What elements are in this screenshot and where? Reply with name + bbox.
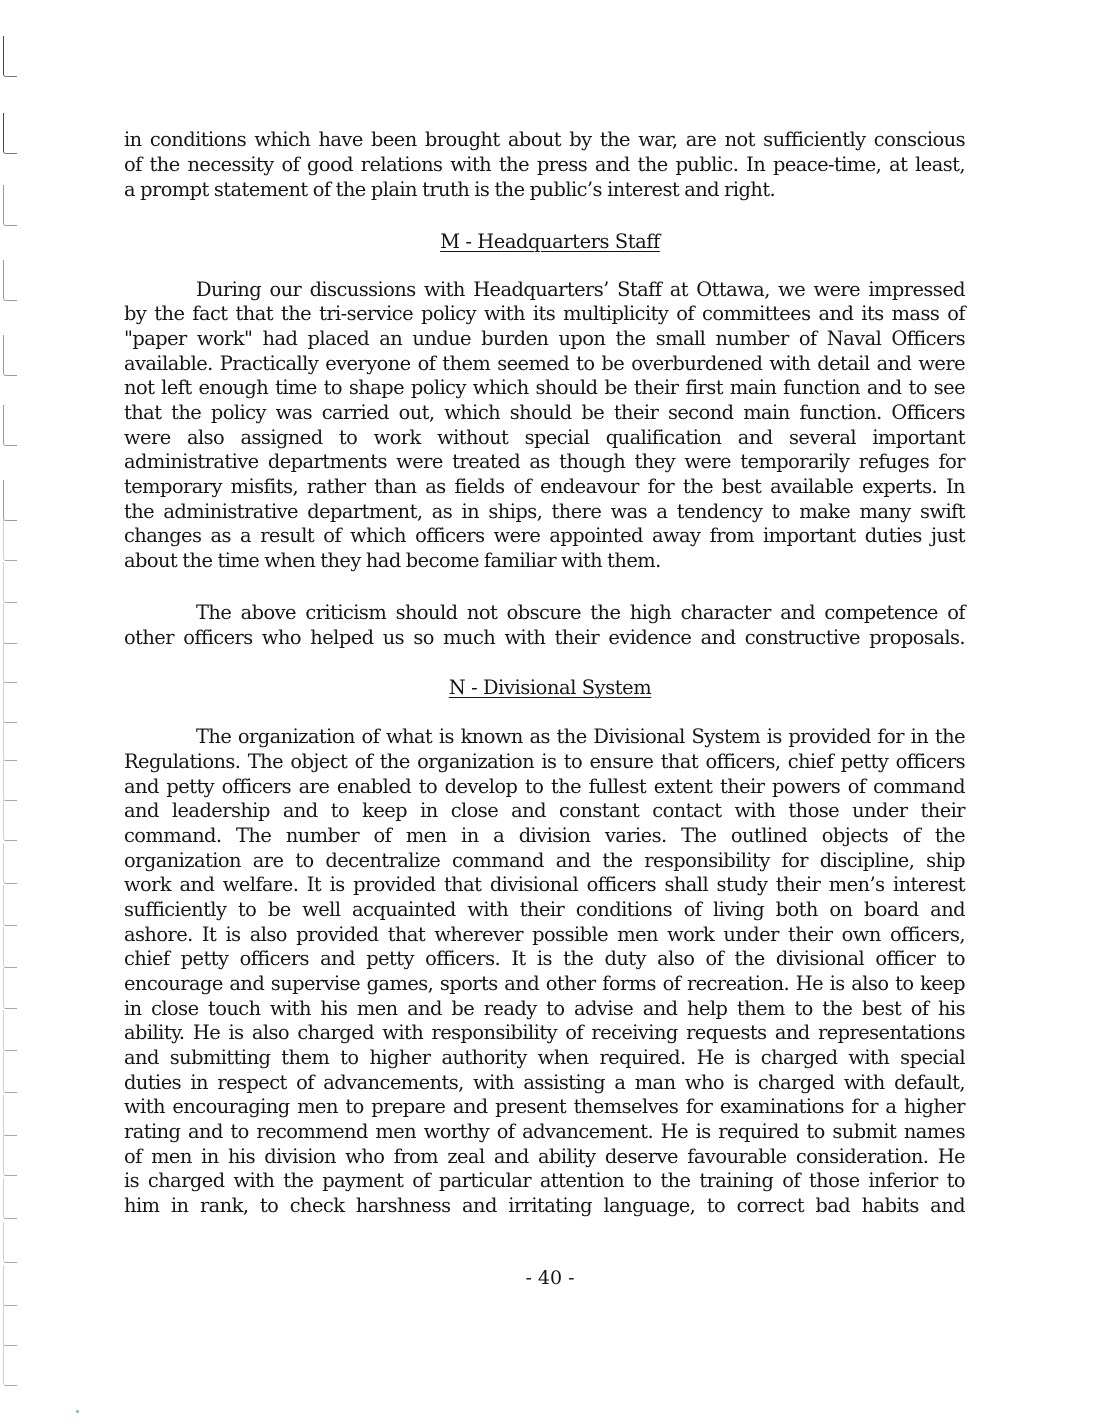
binder-tab-mark (3, 1305, 17, 1346)
section-heading-headquarters-staff (0, 230, 1100, 254)
text-line: sufficiently to be well acquainted with their conditions of living both on board and (124, 898, 965, 921)
binder-tab-mark (3, 520, 17, 561)
binder-tab-mark (3, 1095, 17, 1136)
text-line: The above criticism should not obscure the high character and competence of (196, 601, 965, 624)
binder-tab-mark (3, 405, 17, 446)
binder-tab-mark (3, 968, 17, 1009)
binder-tab-mark (3, 260, 17, 301)
scan-speck (76, 1410, 79, 1413)
binder-tab-mark (3, 562, 17, 603)
text-line: temporary misfits, rather than as fields of endeavour for the best available experts. In (124, 475, 965, 498)
text-line: changes as a result of which officers were appointed away from important duties just (124, 524, 965, 547)
text-line: ability. He is also charged with responsibility of receiving requests and representations (124, 1021, 965, 1044)
text-line: other officers who helped us so much with their evidence and constructive proposals. (124, 626, 965, 649)
text-line: organization are to decentralize command and the responsibility for discipline, ship (124, 849, 965, 872)
binder-tab-mark (3, 720, 17, 761)
text-line: were also assigned to work without special qualification and several important (124, 426, 965, 449)
binder-tab-mark (3, 927, 17, 968)
binder-tab-mark (3, 760, 17, 801)
text-line: of men in his division who from zeal and ability deserve favourable consideration. He (124, 1145, 965, 1168)
text-line: command. The number of men in a division varies. The outlined objects of the (124, 824, 965, 847)
text-line: Regulations. The object of the organization is to ensure that officers, chief petty officers (124, 750, 965, 773)
text-line: in close touch with his men and be ready to advise and help them to the best of his (124, 997, 965, 1020)
binder-tab-mark (3, 36, 17, 77)
text-line: work and welfare. It is provided that divisional officers shall study their men’s interest (124, 873, 965, 896)
section-heading-text: N - Divisional System (448, 676, 652, 699)
text-line: in conditions which have been brought about by the war, are not sufficiently conscious (124, 128, 965, 151)
text-line: During our discussions with Headquarters’ Staff at Ottawa, we were impressed (196, 278, 965, 301)
text-line: chief petty officers and petty officers. It is the duty also of the divisional officer to (124, 947, 965, 970)
binder-tab-mark (3, 1178, 17, 1219)
section-heading-divisional-system (0, 676, 1100, 700)
text-line: of the necessity of good relations with the press and the public. In peace-time, at least, (124, 153, 965, 176)
binder-tab-mark (3, 185, 17, 226)
binder-tab-mark (3, 1010, 17, 1051)
text-line: encourage and supervise games, sports and other forms of recreation. He is also to keep (124, 972, 965, 995)
binder-tab-mark (3, 480, 17, 521)
text-line: available. Practically everyone of them seemed to be overburdened with detail and were (124, 352, 965, 375)
binder-tab-mark (3, 1345, 17, 1386)
binder-tab-mark (3, 335, 17, 376)
text-line: him in rank, to check harshness and irritating language, to correct bad habits and (124, 1194, 965, 1217)
binder-tab-mark (3, 1135, 17, 1176)
text-line: rating and to recommend men worthy of advancement. He is required to submit names (124, 1120, 965, 1143)
text-line: with encouraging men to prepare and present themselves for examinations for a higher (124, 1095, 965, 1118)
binder-tab-mark (3, 113, 17, 154)
binder-tab-mark (3, 1052, 17, 1093)
binder-tab-mark (3, 603, 17, 644)
binder-tab-mark (3, 800, 17, 841)
text-line: and submitting them to higher authority when required. He is charged with special (124, 1046, 965, 1069)
text-line: about the time when they had become familiar with them. (124, 549, 661, 572)
text-line: duties in respect of advancements, with assisting a man who is charged with default, (124, 1071, 965, 1094)
text-line: the administrative department, as in ships, there was a tendency to make many swift (124, 500, 965, 523)
text-line: The organization of what is known as the Divisional System is provided for in the (196, 725, 965, 748)
page-number: - 40 - (525, 1267, 575, 1289)
section-heading-text: M - Headquarters Staff (440, 230, 660, 253)
text-line: administrative departments were treated as though they were temporarily refuges for (124, 450, 965, 473)
binder-tab-mark (3, 843, 17, 884)
text-line: "paper work" had placed an undue burden upon the small number of Naval Officers (124, 327, 965, 350)
text-line: not left enough time to shape policy which should be their first main function and to see (124, 376, 965, 399)
text-line: ashore. It is also provided that wherever possible men work under their own officers, (124, 923, 965, 946)
text-line: and petty officers are enabled to develop to the fullest extent their powers of command (124, 775, 965, 798)
binder-tab-mark (3, 885, 17, 926)
binder-tab-mark (3, 1222, 17, 1263)
text-line: by the fact that the tri-service policy with its multiplicity of committees and its mass of (124, 302, 965, 325)
text-line: a prompt statement of the plain truth is the public’s interest and right. (124, 178, 776, 201)
text-line: is charged with the payment of particular attention to the training of those inferior to (124, 1169, 965, 1192)
text-line: that the policy was carried out, which should be their second main function. Officers (124, 401, 965, 424)
text-line: and leadership and to keep in close and constant contact with those under their (124, 799, 965, 822)
